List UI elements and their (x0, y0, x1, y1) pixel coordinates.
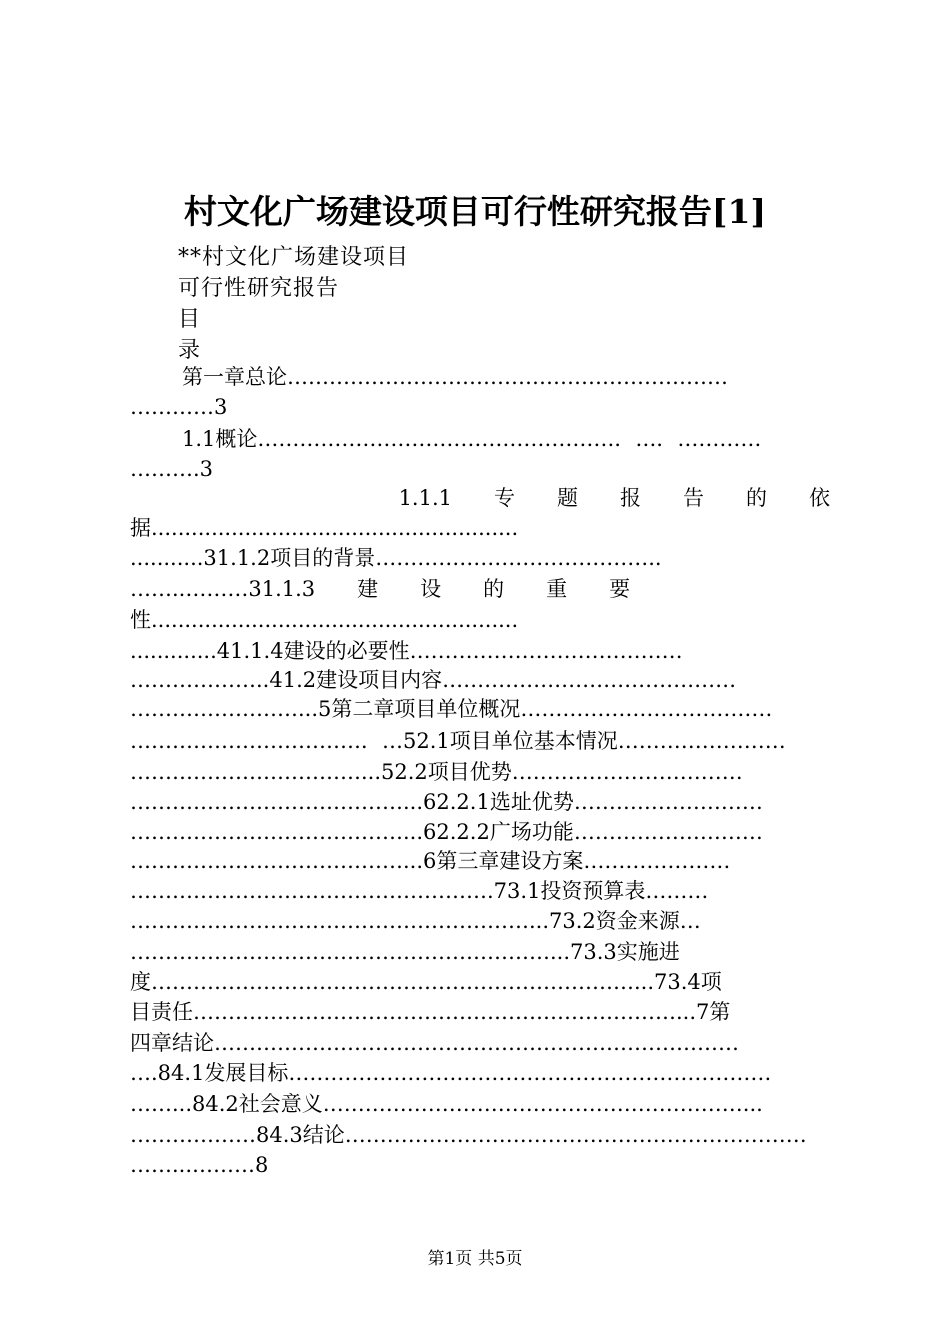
toc-line: …………3 (130, 395, 228, 419)
toc-line: 目责任……………………………………………………………...7第 (130, 1000, 731, 1024)
document-title: 村文化广场建设项目可行性研究报告[1] (183, 192, 767, 231)
toc-line: ….84.1发展目标…………………………………………………………… (130, 1061, 772, 1085)
toc-line: 度……………………………………………………………...73.4项 (130, 970, 722, 994)
toc-line: …………………………………...62.2.1选址优势……………………… (130, 790, 763, 814)
toc-line: 1.1.1 专 题 报 告 的 依 (398, 486, 830, 510)
toc-line: ……………………...5第二章项目单位概况……………………………… (130, 697, 773, 721)
toc-line: .............41.1.4建设的必要性………………………………… (130, 639, 683, 663)
toc-line: 据....................................................... (130, 516, 519, 540)
toc-line: 四章结论………………………………………………………………… (130, 1031, 739, 1055)
toc-line: 第一章总论……………………………………………………… (182, 365, 728, 389)
toc-line: ……………………………．…52.1项目单位基本情况…………………… (130, 729, 786, 753)
toc-line: ……...84.2社会意义……………………………………………………... (130, 1092, 763, 1116)
page-footer: 第1页 共5页 (427, 1249, 523, 1269)
toc-line: ……………………………...52.2项目优势…………………………… (130, 760, 743, 784)
toc-line: 性....................................................... (130, 608, 519, 632)
heading-line-3: 目 (178, 307, 202, 332)
heading-line-4: 录 (178, 338, 202, 363)
toc-line: ……….3 (130, 457, 214, 481)
toc-line: ...........31.1.2项目的背景………………………………….. (130, 546, 662, 570)
toc-line: ……………………………………………………...73.3实施进 (130, 940, 680, 964)
toc-line: ……...………8 (130, 1153, 269, 1177)
heading-line-2: 可行性研究报告 (178, 276, 340, 301)
toc-line: ……..………31.1.3 建 设 的 重 要 (130, 577, 631, 601)
toc-line: 1.1概论……………………………………………．…．………… (182, 427, 762, 451)
toc-line: ………………..41.2建设项目内容…………………………………… (130, 668, 737, 692)
toc-line: …………………………………………………...73.2资金来源… (130, 909, 701, 933)
toc-line: …………………………………...6第三章建设方案………………… (130, 849, 731, 873)
toc-line: …………………………………...62.2.2广场功能……………………… (130, 820, 763, 844)
toc-line: ………………84.3结论………………………………………………………… (130, 1123, 807, 1147)
heading-line-1: **村文化广场建设项目 (178, 245, 410, 270)
toc-line: …………………………………………….73.1投资预算表……… (130, 879, 709, 903)
